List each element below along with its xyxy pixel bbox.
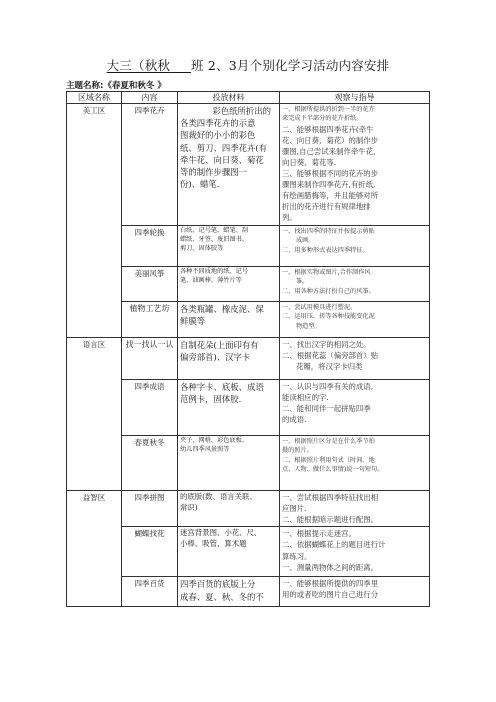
- materials-line: 纸、剪刀、四季花卉(有: [180, 142, 268, 153]
- column-header-area: 区域名称: [67, 92, 122, 104]
- area-cell-art: 美工区: [67, 104, 122, 338]
- table-row: [67, 104, 430, 226]
- content-cell: 四季拼图: [122, 491, 178, 527]
- observation-cell: [280, 380, 430, 436]
- observation-line: 算练习。: [282, 551, 312, 561]
- observation-line: 成画。: [296, 237, 315, 245]
- materials-line: 自制花朵(上面印有有: [180, 340, 259, 350]
- materials-line: 成春、夏、秋、冬的不: [180, 591, 264, 602]
- area-cell-language: 语言区: [67, 338, 122, 491]
- materials-line: 图裁好的小小的彩色: [180, 130, 256, 141]
- materials-line: 小棒、吸管、算术题: [180, 539, 247, 549]
- materials-line: 四季百货的底版上分: [180, 579, 256, 590]
- observation-cell: [280, 267, 430, 302]
- page-title: [0, 56, 496, 74]
- content-cell: 春夏秋冬: [122, 436, 178, 491]
- materials-line: 牵牛花、向日葵、菊花: [180, 154, 264, 165]
- observation-cell: [280, 226, 430, 267]
- content-cell: 找一找认一认: [122, 338, 178, 380]
- materials-cell: [178, 267, 280, 302]
- materials-line: 鲜膜等: [180, 316, 206, 327]
- observation-line: 二、能根据暗示题进行配图。: [282, 515, 379, 525]
- observation-line: 一、尝试根据四季特征找出相: [282, 493, 379, 502]
- content-cell: 四季轮换: [122, 226, 178, 267]
- materials-cell: [178, 527, 280, 577]
- observation-line: 二、能够根据四季花卉(牵牛: [282, 124, 374, 134]
- materials-line: 等的制作步骤图一: [180, 166, 247, 177]
- observation-line: 一、找出汉字的相同之处。: [282, 340, 371, 349]
- observation-cell: [280, 338, 430, 380]
- content-cell: 四季花卉: [122, 104, 178, 226]
- materials-cell: [178, 577, 280, 607]
- column-header-observation: 观察与指导: [280, 92, 430, 104]
- materials-cell: [178, 380, 280, 436]
- materials-line: 常识): [180, 502, 198, 512]
- observation-line: 的成语.: [282, 415, 307, 425]
- column-header-materials: 投放材料: [178, 92, 280, 104]
- table-row: [67, 491, 430, 527]
- observation-line: 点、人物、做什么事情)说一句短句。: [282, 465, 384, 473]
- observation-line: 一、根据照片区分是在什么季节拍: [282, 438, 375, 445]
- content-cell: 植物工艺坊: [122, 302, 178, 338]
- materials-cell: [178, 226, 280, 267]
- materials-cell: [178, 302, 280, 338]
- title-suffix: 班 2、3月个别化学习活动内容安排: [191, 58, 390, 73]
- observation-line: 二、根据照片利用句式（时间、地: [282, 456, 375, 464]
- observation-line: 用的或者吃的图片自己进行分: [282, 590, 379, 600]
- observation-line: 应图片.: [282, 504, 307, 514]
- materials-line: 夹子、网格、彩色底板、: [180, 437, 249, 444]
- materials-line: 份)、蜡笔.: [180, 179, 220, 190]
- observation-cell: [280, 527, 430, 577]
- materials-line: 蜡纸、牙签、废旧图书、: [180, 235, 249, 243]
- materials-line: 笔、油画棒、薄竹片等: [180, 276, 242, 284]
- observation-line: 二、根据花蕊（偏旁部首）贴: [282, 351, 379, 361]
- table-row: [67, 436, 430, 491]
- materials-line: 彩色纸所折出的: [212, 106, 271, 116]
- observation-line: 折出的花卉进行有规律地排: [282, 202, 371, 212]
- activity-table: [66, 91, 430, 607]
- observation-line: 来完成下半部分的花卉折纸。: [282, 115, 363, 123]
- observation-line: 筝。: [296, 278, 309, 286]
- observation-line: 一、尝试用模具进行塑泥。: [282, 304, 357, 311]
- observation-cell: [280, 491, 430, 527]
- observation-line: 二、用多种形式表达四季特征。: [282, 246, 369, 254]
- observation-line: 一、测量两物体之间的距离。: [282, 562, 379, 572]
- observation-line: 能读相应的字.: [282, 393, 329, 403]
- materials-line: 剪刀、固体胶等: [180, 244, 224, 252]
- observation-line: 三、能够根据不同的花卉的步: [282, 169, 379, 179]
- observation-line: 一、根据提示走迷宫。: [282, 529, 356, 539]
- observation-line: 花瓣，将汉字卡归类: [296, 362, 363, 372]
- materials-line: 各种不同质地的纸、记号: [180, 268, 249, 275]
- table-row: [67, 380, 430, 436]
- table-row: [67, 577, 430, 607]
- table-row: [67, 338, 430, 380]
- content-cell: 蝴蝶找花: [122, 527, 178, 577]
- observation-line: 一、根据所提供的折到一半的花卉: [282, 106, 375, 113]
- theme-label: 主题名称:《春夏和秋冬 》: [66, 81, 166, 91]
- observation-line: 二、用各种方法打扮自己的风筝。: [282, 287, 375, 295]
- materials-line: 各类瓶罐、橡皮泥、保: [180, 304, 264, 314]
- observation-line: 一、能够根据所提供的四季里: [282, 579, 379, 589]
- materials-line: 白纸、记号笔、蜡笔、刮: [180, 227, 249, 234]
- observation-line: 向日葵、菊花等.: [282, 157, 337, 167]
- observation-cell: [280, 436, 430, 491]
- column-header-content: 内容: [122, 92, 178, 104]
- table-row: [67, 226, 430, 267]
- content-cell: 四季百货: [122, 577, 178, 607]
- materials-line: 范例卡，固体胶.: [180, 394, 242, 405]
- materials-line: 各种字卡、底板、成语: [180, 382, 264, 392]
- observation-cell: [280, 577, 430, 607]
- title-prefix: 大三（秋秋: [106, 58, 171, 73]
- table-row: [67, 302, 430, 338]
- observation-line: 骤图,自己尝试来制作牵牛花、: [282, 146, 381, 156]
- content-cell: 美丽风筝: [122, 267, 178, 302]
- observation-line: 二、能和同伴一起拼贴四季: [282, 404, 371, 414]
- observation-line: 一、根据实物或图片,合作制作风: [282, 269, 371, 276]
- observation-line: 花、向日葵、菊花）的制作步: [282, 135, 379, 145]
- materials-cell: [178, 338, 280, 380]
- observation-line: 有绘画腊梅等，并且能够对所: [282, 191, 379, 201]
- area-cell-puzzle: 益智区: [67, 491, 122, 607]
- content-cell: 四季成语: [122, 380, 178, 436]
- observation-line: 骤图来制作四季花卉,有折纸,: [282, 180, 376, 190]
- observation-line: 二、运用压、搓等各种技能变化泥: [282, 313, 375, 321]
- observation-line: 一、找出四季的特征并按提示剪贴: [282, 228, 375, 235]
- observation-line: 一、认识与四季有关的成语,: [282, 382, 374, 391]
- table-row: [67, 267, 430, 302]
- materials-line: 各类四季花卉的示意: [180, 118, 256, 129]
- observation-line: 二、依据蝴蝶花上的题目进行计: [282, 540, 386, 550]
- table-header-row: [67, 92, 430, 104]
- materials-line: 幼儿四季风景照等: [180, 445, 230, 453]
- observation-line: 列。: [282, 213, 297, 223]
- materials-cell: [178, 436, 280, 491]
- table-row: [67, 527, 430, 577]
- materials-cell: [178, 104, 280, 226]
- materials-line: 的底版(数、语言关联、: [180, 492, 257, 501]
- observation-cell: [280, 302, 430, 338]
- materials-line: 迷宫背景图、小花、尺、: [180, 528, 262, 538]
- materials-cell: [178, 491, 280, 527]
- materials-line: 偏旁部首)、汉字卡: [180, 352, 251, 363]
- observation-line: 物造型。: [296, 322, 321, 330]
- observation-line: 摄的照片。: [282, 447, 313, 455]
- observation-cell: [280, 104, 430, 226]
